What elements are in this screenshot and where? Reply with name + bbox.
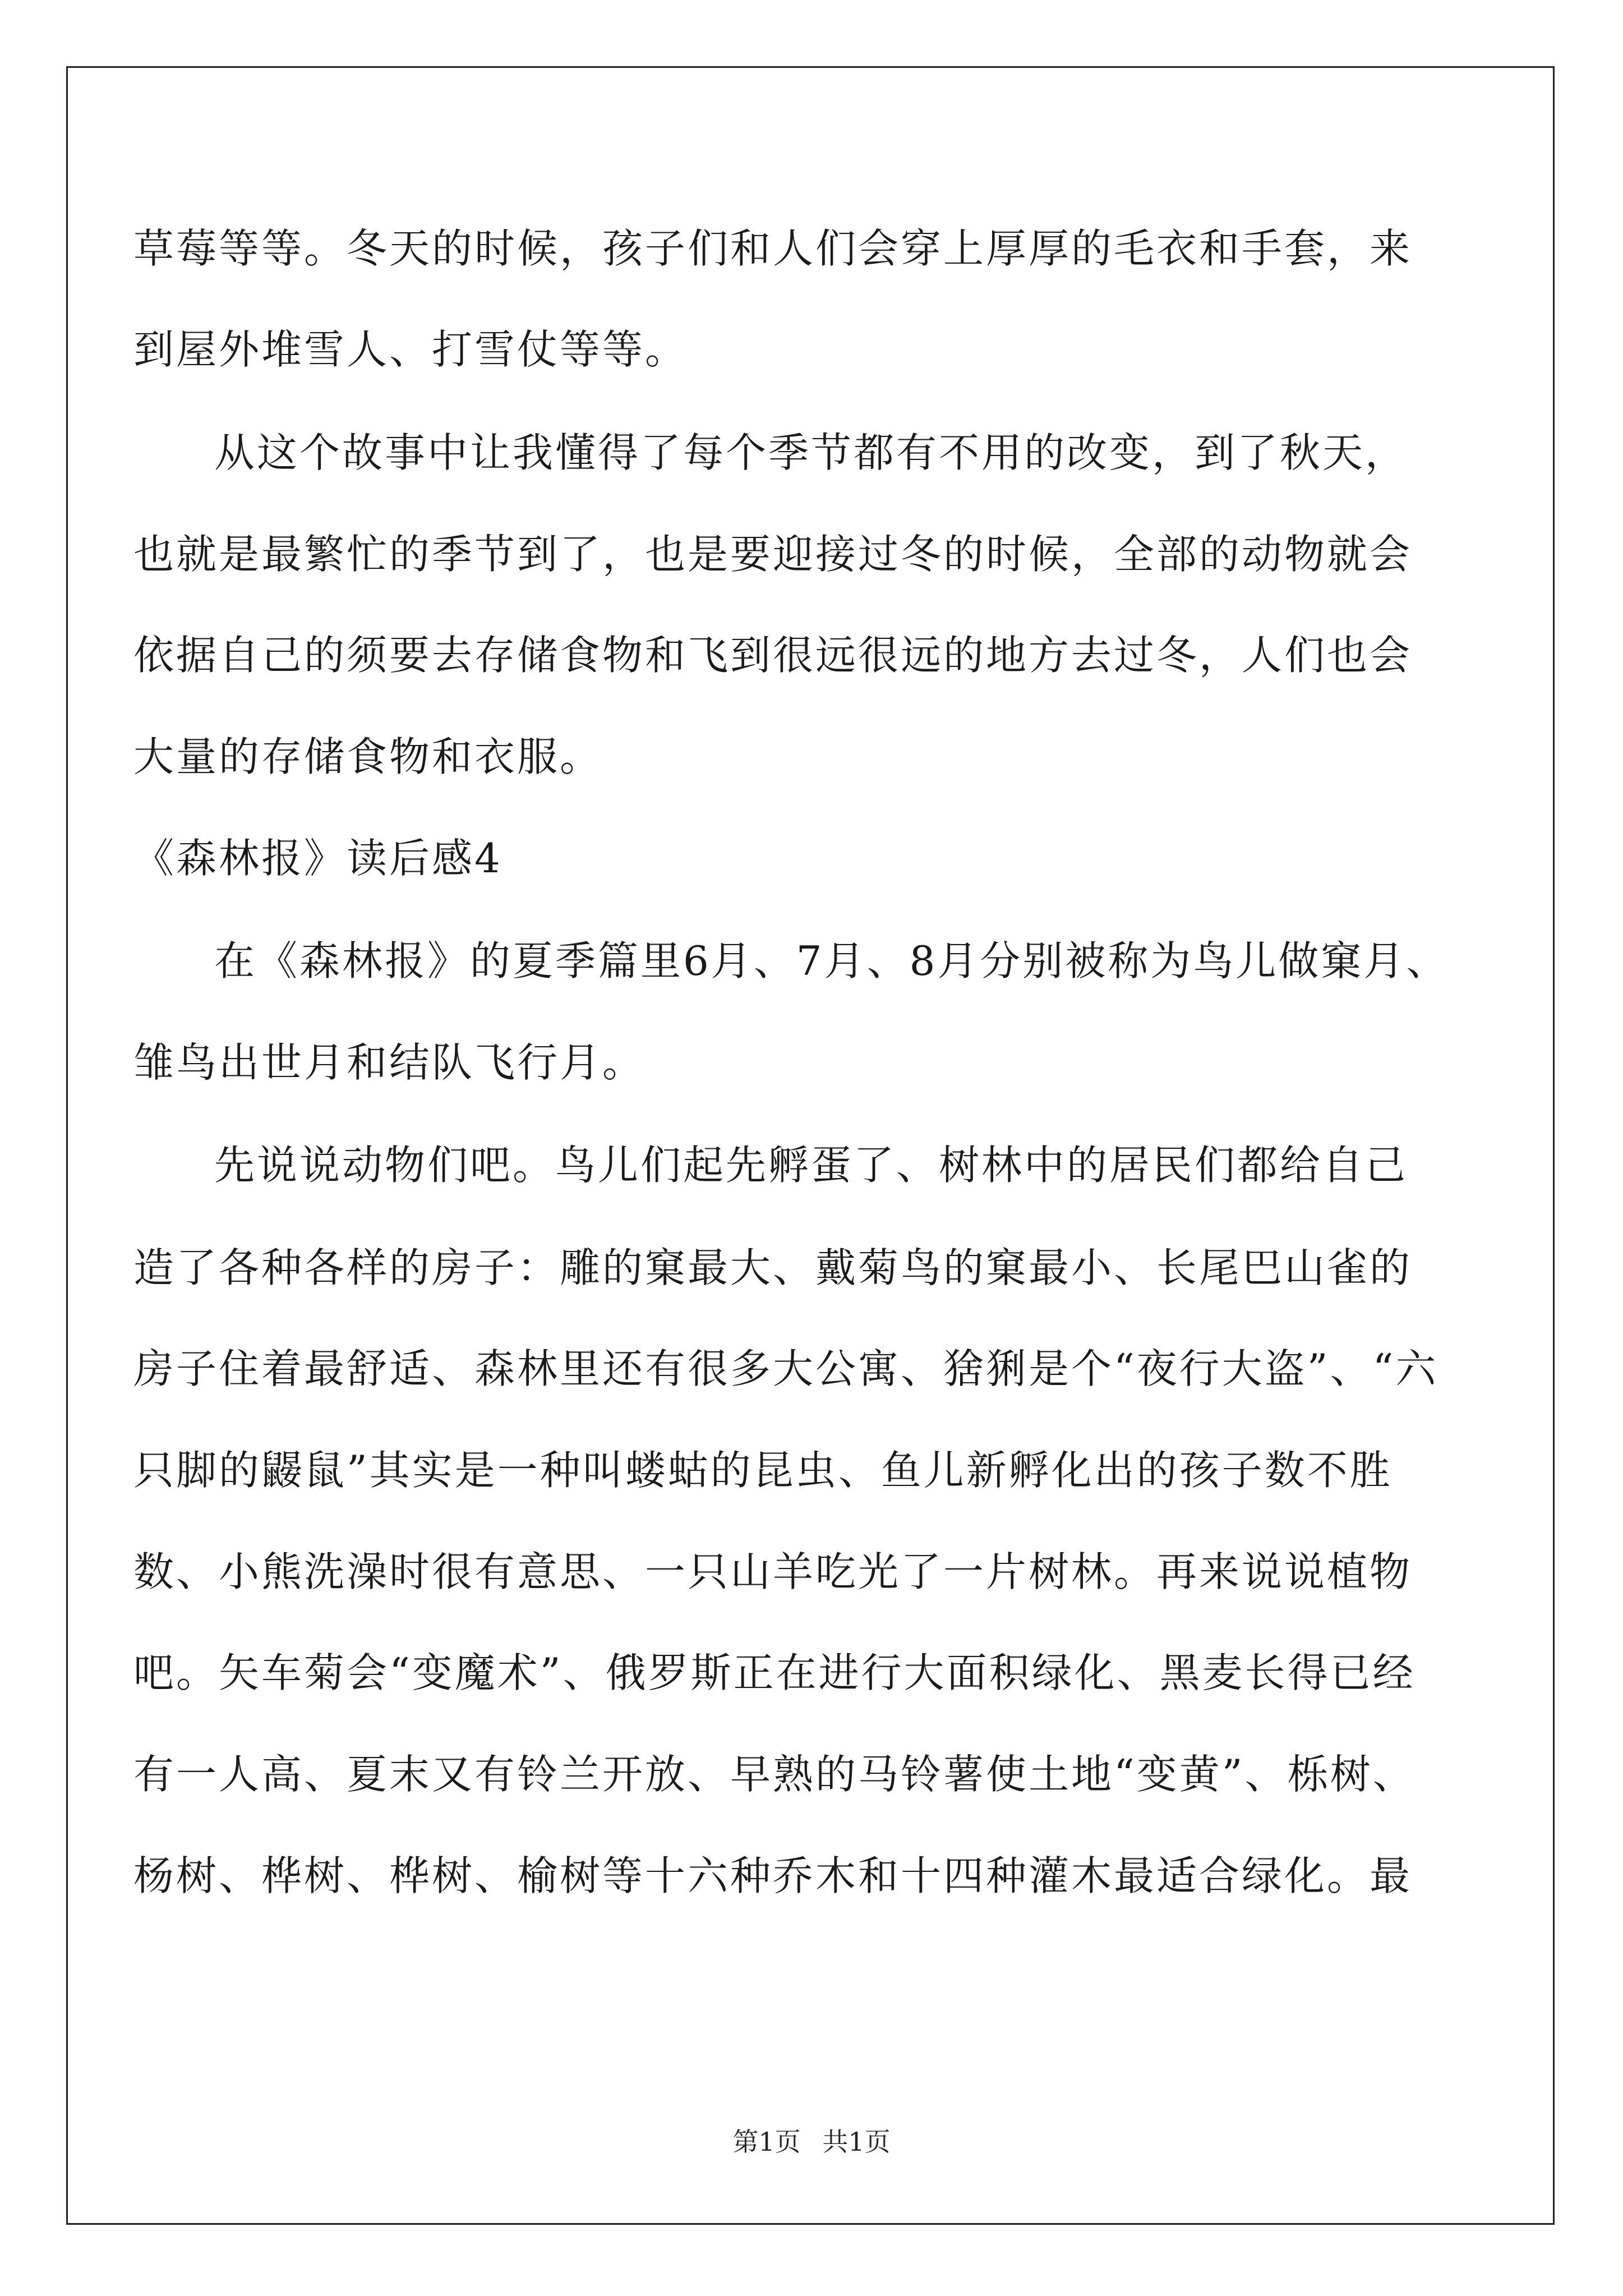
section-heading: 《森林报》读后感4 <box>133 835 502 882</box>
page-number: 第1页 <box>732 2127 801 2157</box>
text-line: 吧。矢车菊会“变魔术”、俄罗斯正在进行大面积绿化、黑麦长得已经 <box>133 1649 1415 1696</box>
text-line: 杨树、桦树、桦树、榆树等十六种乔木和十四种灌木最适合绿化。最 <box>133 1852 1413 1899</box>
text-line: 雏鸟出世月和结队飞行月。 <box>133 1039 645 1086</box>
paragraph-start-line: 先说说动物们吧。鸟儿们起先孵蛋了、树林中的居民们都给自己 <box>214 1142 1408 1189</box>
page-total: 共1页 <box>822 2127 891 2157</box>
text-line: 有一人高、夏末又有铃兰开放、早熟的马铃薯使土地“变黄”、栎树、 <box>133 1751 1415 1798</box>
text-line: 也就是最繁忙的季节到了，也是要迎接过冬的时候，全部的动物就会 <box>133 531 1413 578</box>
text-line: 只脚的鼹鼠”其实是一种叫蝼蛄的昆虫、鱼儿新孵化出的孩子数不胜 <box>133 1447 1393 1494</box>
text-line: 草莓等等。冬天的时候，孩子们和人们会穿上厚厚的毛衣和手套，来 <box>133 225 1413 272</box>
paragraph-start-line: 在《森林报》的夏季篇里6月、7月、8月分别被称为鸟儿做窠月、 <box>214 937 1449 984</box>
text-line: 依据自己的须要去存储食物和飞到很远很远的地方去过冬，人们也会 <box>133 632 1413 679</box>
text-line: 房子住着最舒适、森林里还有很多大公寓、猞猁是个“夜行大盗”、“六 <box>133 1345 1438 1392</box>
text-line: 造了各种各样的房子：雕的窠最大、戴菊鸟的窠最小、长尾巴山雀的 <box>133 1244 1413 1291</box>
text-line: 数、小熊洗澡时很有意思、一只山羊吃光了一片树林。再来说说植物 <box>133 1548 1413 1595</box>
page-footer <box>0 2125 1623 2159</box>
paragraph-start-line: 从这个故事中让我懂得了每个季节都有不用的改变，到了秋天， <box>214 429 1408 476</box>
text-line: 大量的存储食物和衣服。 <box>133 733 603 780</box>
text-line: 到屋外堆雪人、打雪仗等等。 <box>133 326 688 373</box>
